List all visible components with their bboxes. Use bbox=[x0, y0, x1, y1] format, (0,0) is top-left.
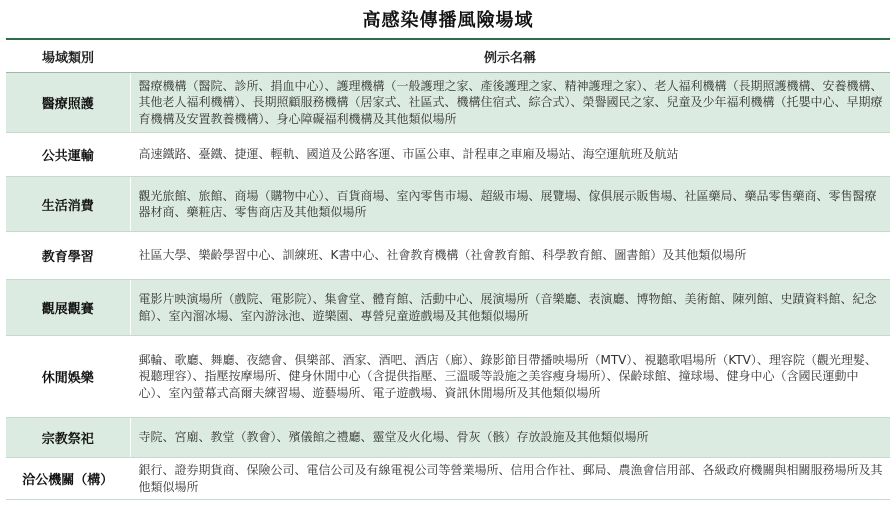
examples-cell: 寺院、宮廟、教堂（教會）、殯儀館之禮廳、靈堂及火化場、骨灰（骸）存放設施及其他類似場所 bbox=[130, 418, 890, 458]
table-row bbox=[6, 73, 890, 133]
table-row bbox=[6, 232, 890, 280]
table-row bbox=[6, 280, 890, 336]
table-row bbox=[6, 133, 890, 177]
examples-cell: 觀光旅館、旅館、商場（購物中心）、百貨商場、室內零售市場、超級市場、展覽場、傢俱展示販售場、社區藥局、藥品零售藥商、零售醫療器材商、藥粧店、零售商店及其他類似場所 bbox=[130, 177, 890, 232]
table-row bbox=[6, 418, 890, 458]
examples-cell: 電影片映演場所（戲院、電影院）、集會堂、體育館、活動中心、展演場所（音樂廳、表演廳、博物館、美術館、陳列館、史蹟資料館、紀念館）、室內溜冰場、室內游泳池、遊樂園、專營兒童遊戲場及其他類似場所 bbox=[130, 280, 890, 336]
category-cell: 醫療照護 bbox=[6, 73, 130, 133]
category-cell: 休閒娛樂 bbox=[6, 336, 130, 418]
examples-cell: 社區大學、樂齡學習中心、訓練班、K書中心、社會教育機構（社會教育館、科學教育館、圖書館）及其他類似場所 bbox=[130, 232, 890, 280]
examples-cell: 郵輪、歌廳、舞廳、夜總會、俱樂部、酒家、酒吧、酒店（廊）、錄影節目帶播映場所（MTV）、視聽歌唱場所（KTV）、理容院（觀光理髮、視聽理容）、指壓按摩場所、健身休閒中心（含提供指壓、三溫暖等設施之美容瘦身場所）、保齡球館、撞球場、健身中心（含國民運動中心）、室內螢幕式高爾夫練習場、遊藝場所、電子遊戲場、資訊休閒場所及其他類似場所 bbox=[130, 336, 890, 418]
examples-cell: 高速鐵路、臺鐵、捷運、輕軌、國道及公路客運、市區公車、計程車之車廂及場站、海空運航班及航站 bbox=[130, 133, 890, 177]
header-examples: 例示名稱 bbox=[130, 40, 890, 73]
examples-cell: 醫療機構（醫院、診所、捐血中心）、護理機構（一般護理之家、產後護理之家、精神護理之家）、老人福利機構（長期照護機構、安養機構、其他老人福利機構）、長期照顧服務機構（居家式、社區式、機構住宿式、綜合式）、榮譽國民之家、兒童及少年福利機構（托嬰中心、早期療育機構及安置教養機構）、身心障礙福利機構及其他類似場所 bbox=[130, 73, 890, 133]
table-row bbox=[6, 177, 890, 232]
header-category: 場域類別 bbox=[6, 40, 130, 73]
examples-cell: 銀行、證券期貨商、保險公司、電信公司及有線電視公司等營業場所、信用合作社、郵局、農漁會信用部、各級政府機關與相關服務場所及其他類似場所 bbox=[130, 458, 890, 500]
risk-venues-table bbox=[6, 40, 890, 500]
category-cell: 洽公機關（構） bbox=[6, 458, 130, 500]
table-row bbox=[6, 458, 890, 500]
category-cell: 宗教祭祀 bbox=[6, 418, 130, 458]
category-cell: 觀展觀賽 bbox=[6, 280, 130, 336]
table-header-row bbox=[6, 40, 890, 73]
table-row bbox=[6, 336, 890, 418]
category-cell: 公共運輸 bbox=[6, 133, 130, 177]
page-title: 高感染傳播風險場域 bbox=[362, 10, 534, 31]
category-cell: 生活消費 bbox=[6, 177, 130, 232]
category-cell: 教育學習 bbox=[6, 232, 130, 280]
